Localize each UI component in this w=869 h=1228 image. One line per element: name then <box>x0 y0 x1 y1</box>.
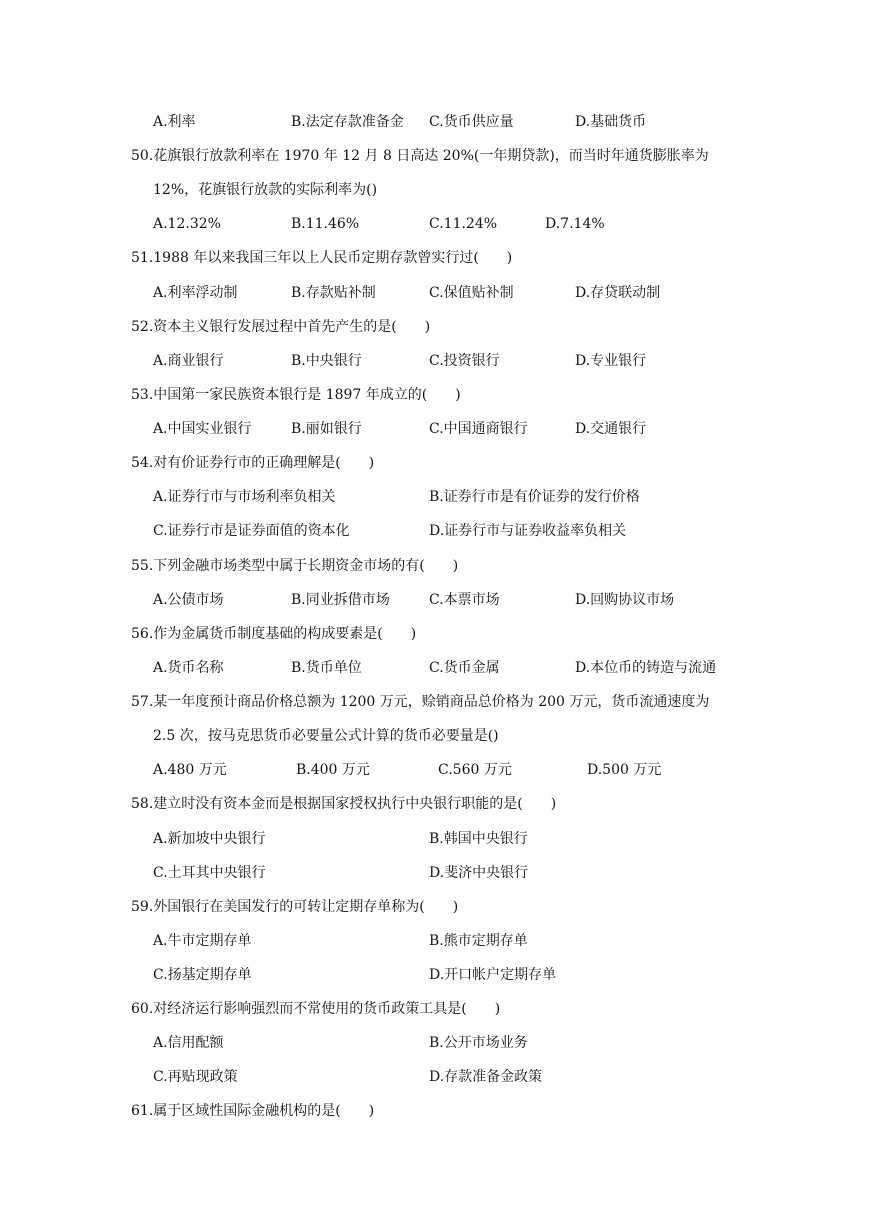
q54-option-c: C.证券行市是证券面值的资本化 <box>153 523 350 539</box>
q49-option-b: B.法定存款准备金 <box>291 114 404 130</box>
q58-option-d: D.斐济中央银行 <box>429 865 529 881</box>
q53-option-c: C.中国通商银行 <box>429 421 528 437</box>
q57-option-c: C.560 万元 <box>438 762 512 778</box>
q57-option-b: B.400 万元 <box>296 762 370 778</box>
q60-option-b: B.公开市场业务 <box>429 1035 528 1051</box>
q52-option-c: C.投资银行 <box>429 353 500 369</box>
q59-option-d: D.开口帐户定期存单 <box>429 967 557 983</box>
q58-option-c: C.土耳其中央银行 <box>153 865 266 881</box>
q52-stem: 52.资本主义银行发展过程中首先产生的是( ) <box>131 319 431 335</box>
q51-stem: 51.1988 年以来我国三年以上人民币定期存款曾实行过( ) <box>131 250 513 266</box>
q54-option-b: B.证券行市是有价证券的发行价格 <box>429 489 640 505</box>
q56-option-d: D.本位币的铸造与流通 <box>575 660 717 676</box>
q58-stem: 58.建立时没有资本金而是根据国家授权执行中央银行职能的是( ) <box>131 796 557 812</box>
q54-option-d: D.证券行市与证券收益率负相关 <box>429 523 627 539</box>
q49-option-d: D.基础货币 <box>575 114 647 130</box>
q52-option-d: D.专业银行 <box>575 353 647 369</box>
q55-option-d: D.回购协议市场 <box>575 592 675 608</box>
q54-option-a: A.证券行市与市场利率负相关 <box>153 489 336 505</box>
q55-option-b: B.同业拆借市场 <box>291 592 390 608</box>
q51-option-a: A.利率浮动制 <box>153 285 238 301</box>
q52-option-b: B.中央银行 <box>291 353 362 369</box>
q59-option-a: A.牛市定期存单 <box>153 933 252 949</box>
q50-stem: 50.花旗银行放款利率在 1970 年 12 月 8 日高达 20%(一年期贷款)，而当时年通货膨胀率为 <box>131 148 709 164</box>
q58-option-a: A.新加坡中央银行 <box>153 831 266 847</box>
q52-option-a: A.商业银行 <box>153 353 224 369</box>
q50-option-c: C.11.24% <box>429 216 498 232</box>
q56-option-b: B.货币单位 <box>291 660 362 676</box>
q54-stem: 54.对有价证券行市的正确理解是( ) <box>131 455 375 471</box>
q58-option-b: B.韩国中央银行 <box>429 831 528 847</box>
q57-stem-continued: 2.5 次，按马克思货币必要量公式计算的货币必要量是() <box>153 728 499 744</box>
q49-option-c: C.货币供应量 <box>429 114 514 130</box>
q51-option-d: D.存贷联动制 <box>575 285 661 301</box>
q50-option-b: B.11.46% <box>291 216 360 232</box>
q55-stem: 55.下列金融市场类型中属于长期资金市场的有( ) <box>131 558 459 574</box>
q60-option-a: A.信用配额 <box>153 1035 224 1051</box>
q60-option-c: C.再贴现政策 <box>153 1069 238 1085</box>
q53-option-a: A.中国实业银行 <box>153 421 252 437</box>
q55-option-c: C.本票市场 <box>429 592 500 608</box>
q56-stem: 56.作为金属货币制度基础的构成要素是( ) <box>131 626 417 642</box>
q53-stem: 53.中国第一家民族资本银行是 1897 年成立的( ) <box>131 387 461 403</box>
q51-option-c: C.保值贴补制 <box>429 285 514 301</box>
q59-stem: 59.外国银行在美国发行的可转让定期存单称为( ) <box>131 899 459 915</box>
q53-option-d: D.交通银行 <box>575 421 647 437</box>
q57-stem: 57.某一年度预计商品价格总额为 1200 万元，赊销商品总价格为 200 万元，货币流通速度为 <box>131 694 710 710</box>
q57-option-d: D.500 万元 <box>587 762 662 778</box>
q56-option-a: A.货币名称 <box>153 660 224 676</box>
q61-stem: 61.属于区域性国际金融机构的是( ) <box>131 1103 375 1119</box>
q50-option-a: A.12.32% <box>153 216 221 232</box>
q55-option-a: A.公债市场 <box>153 592 224 608</box>
q56-option-c: C.货币金属 <box>429 660 500 676</box>
q59-option-c: C.扬基定期存单 <box>153 967 252 983</box>
q53-option-b: B.丽如银行 <box>291 421 362 437</box>
q50-stem-continued: 12%，花旗银行放款的实际利率为() <box>153 182 378 198</box>
q60-option-d: D.存款准备金政策 <box>429 1069 543 1085</box>
q50-option-d: D.7.14% <box>545 216 605 232</box>
q51-option-b: B.存款贴补制 <box>291 285 376 301</box>
q57-option-a: A.480 万元 <box>153 762 227 778</box>
q49-option-a: A.利率 <box>153 114 196 130</box>
q59-option-b: B.熊市定期存单 <box>429 933 528 949</box>
q60-stem: 60.对经济运行影响强烈而不常使用的货币政策工具是( ) <box>131 1001 501 1017</box>
